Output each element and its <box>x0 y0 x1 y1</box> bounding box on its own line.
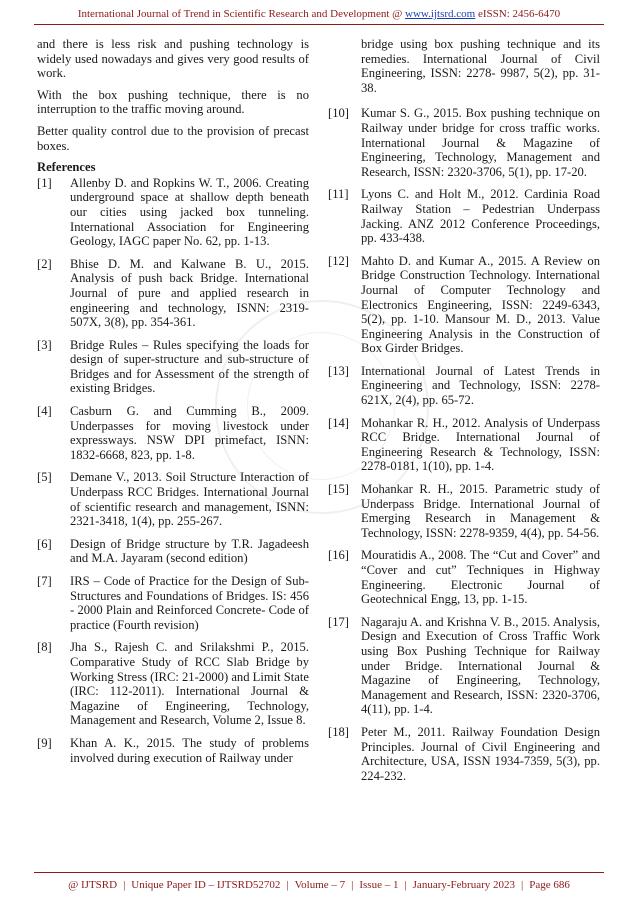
reference-text: IRS – Code of Practice for the Design of Sub-Structures and Foundations of Bridges. IS: 456 - 2000 Plain and Reinforced Concrete- Code of practice (Fourth revision) <box>70 574 309 632</box>
reference-text: Bhise D. M. and Kalwane B. U., 2015. Analysis of push back Bridge. International Journal of pure and applied research in engineering and technology, ISNN: 2319-507X, 3(8), pp. 354-361. <box>70 256 309 330</box>
body-paragraph: Better quality control due to the provision of precast boxes. <box>37 123 309 153</box>
reference-number: [1] <box>37 175 52 190</box>
footer-separator: | <box>351 879 354 891</box>
footer-period: January-February 2023 <box>412 879 515 891</box>
reference-text: Peter M., 2011. Railway Foundation Design Principles. Journal of Civil Engineering and Architecture, USA, ISSN 1934-7359, 5(3), pp. 224-232. <box>361 724 600 783</box>
footer-page-number: Page 686 <box>529 879 570 891</box>
reference-number: [6] <box>37 536 52 551</box>
journal-header <box>0 8 638 20</box>
reference-text: Mohankar R. H., 2012. Analysis of Underpass RCC Bridge. International Journal of Engineering Research & Technology, ISSN: 2278-0181, 1(10), pp. 1-4. <box>361 415 600 474</box>
left-column <box>37 37 309 773</box>
reference-item <box>328 416 600 474</box>
footer-separator: | <box>404 879 407 891</box>
references-heading: References <box>37 160 96 175</box>
reference-number: [9] <box>37 735 52 750</box>
reference-text: Lyons C. and Holt M., 2012. Cardinia Road Railway Station – Pedestrian Underpass Jacking. ANZ 2012 Conference Proceedings, pp. 433-438. <box>361 187 600 246</box>
right-column <box>328 37 600 791</box>
reference-text: Design of Bridge structure by T.R. Jagadeesh and M.A. Jayaram (second edition) <box>70 536 309 566</box>
reference-item <box>328 615 600 717</box>
reference-number: [18] <box>328 724 349 739</box>
reference-number: [8] <box>37 640 52 655</box>
reference-number: [5] <box>37 470 52 485</box>
reference-item <box>37 574 309 632</box>
reference-item <box>37 470 309 528</box>
reference-number: [14] <box>328 415 349 430</box>
reference-item <box>328 106 600 179</box>
reference-item <box>328 482 600 540</box>
reference-item <box>328 725 600 783</box>
reference-number: [2] <box>37 256 52 271</box>
reference-text: Khan A. K., 2015. The study of problems involved during execution of Railway under <box>70 735 309 765</box>
reference-item <box>37 736 309 765</box>
reference-text: Bridge Rules – Rules specifying the loads for design of super-structure and sub-structure of Bridges and for Assessment of the strength of existing Bridges. <box>70 337 309 396</box>
reference-continuation: bridge using box pushing technique and its remedies. International Journal of Civil Engineering, ISSN: 2278- 9987, 5(2), pp. 31-38. <box>361 37 600 95</box>
reference-item <box>328 548 600 606</box>
reference-number: [11] <box>328 187 349 202</box>
reference-number: [7] <box>37 574 52 588</box>
reference-item <box>328 254 600 356</box>
reference-item <box>328 364 600 408</box>
footer-paper-id: Unique Paper ID – IJTSRD52702 <box>131 879 281 891</box>
body-paragraph: and there is less risk and pushing technology is widely used nowadays and gives very good results of work. <box>37 37 309 81</box>
reference-number: [12] <box>328 253 349 268</box>
reference-text: Kumar S. G., 2015. Box pushing technique on Railway under bridge for cross traffic works. International Journal & Magazine of Engineering, Technology, Management and Research, ISSN: 2320-3706, 5(1), pp. 17-20. <box>361 106 600 179</box>
footer-separator: | <box>286 879 289 891</box>
journal-issn: eISSN: 2456-6470 <box>475 8 561 20</box>
reference-item <box>37 537 309 566</box>
reference-number: [17] <box>328 614 349 629</box>
footer-issue: Issue – 1 <box>359 879 399 891</box>
reference-number: [10] <box>328 106 349 121</box>
footer-volume: Volume – 7 <box>294 879 346 891</box>
reference-item <box>37 640 309 728</box>
reference-number: [13] <box>328 363 349 378</box>
reference-text: Nagaraju A. and Krishna V. B., 2015. Analysis, Design and Execution of Cross Traffic Work using Box Pushing Technique for Railway under Bridge. International Journal & Magazine of Engineering, Technology, Management and Research, ISSN: 2320-3706, 4(11), pp. 1-4. <box>361 614 600 717</box>
footer-divider <box>34 872 604 873</box>
body-paragraph: With the box pushing technique, there is no interruption to the traffic moving around. <box>37 87 309 117</box>
reference-item <box>37 257 309 330</box>
reference-number: [4] <box>37 404 52 419</box>
reference-number: [16] <box>328 548 349 563</box>
reference-text: Casburn G. and Cumming B., 2009. Underpasses for moving livestock under expressways. NSW DPI primefact, ISNN: 1832-6668, 823, pp. 1-8. <box>70 404 309 462</box>
reference-number: [15] <box>328 482 349 497</box>
reference-item <box>37 404 309 462</box>
reference-item <box>37 338 309 396</box>
reference-text: Mouratidis A., 2008. The “Cut and Cover” and “Cover and cut” Techniques in Highway Engineering. Electronic Journal of Geotechnical Engg, 13, pp. 1-15. <box>361 548 600 607</box>
journal-header-text: International Journal of Trend in Scientific Research and Development @ <box>77 8 406 20</box>
footer-separator: | <box>123 879 126 891</box>
header-divider <box>34 24 604 25</box>
reference-text: Mahto D. and Kumar A., 2015. A Review on Bridge Construction Technology. International Journal of Computer Technology and Electronics Engineering, ISSN: 2249-6343, 5(2), pp. 1-10. Mansour M. D., 2013. Value Engineering Analysis in the Construction of Box Girder Bridges. <box>361 253 600 356</box>
reference-item <box>328 187 600 245</box>
reference-text: Jha S., Rajesh C. and Srilakshmi P., 2015. Comparative Study of RCC Slab Bridge by Working Stress (IRC: 21-2000) and Limit State (IRC: 112-2011). International Journal & Magazine of Engineering, Technology, Management and Research, Volume 2, Issue 8. <box>70 640 309 728</box>
reference-number: [3] <box>37 337 52 352</box>
footer-org: @ IJTSRD <box>68 879 118 891</box>
reference-text: Demane V., 2013. Soil Structure Interaction of Underpass RCC Bridges. International Journal of scientific research and management, ISNN: 2321-3418, 1(4), pp. 255-267. <box>70 470 309 529</box>
journal-website-link[interactable]: www.ijtsrd.com <box>405 8 476 20</box>
reference-text: Allenby D. and Ropkins W. T., 2006. Creating underground space at shallow depth beneath our cities using jacked box tunneling. International Association for Engineering Geology, IAGC paper No. 62, pp. 1-13. <box>70 175 309 249</box>
page-footer <box>0 879 638 891</box>
reference-text: International Journal of Latest Trends in Engineering and Technology, ISSN: 2278-621X, 2(4), pp. 65-72. <box>361 363 600 408</box>
reference-item <box>37 176 309 249</box>
footer-separator: | <box>521 879 524 891</box>
reference-text: Mohankar R. H., 2015. Parametric study of Underpass Bridge. International Journal of Emerging Research in Management & Technology, ISSN: 2278-9359, 4(4), pp. 54-56. <box>361 482 600 540</box>
